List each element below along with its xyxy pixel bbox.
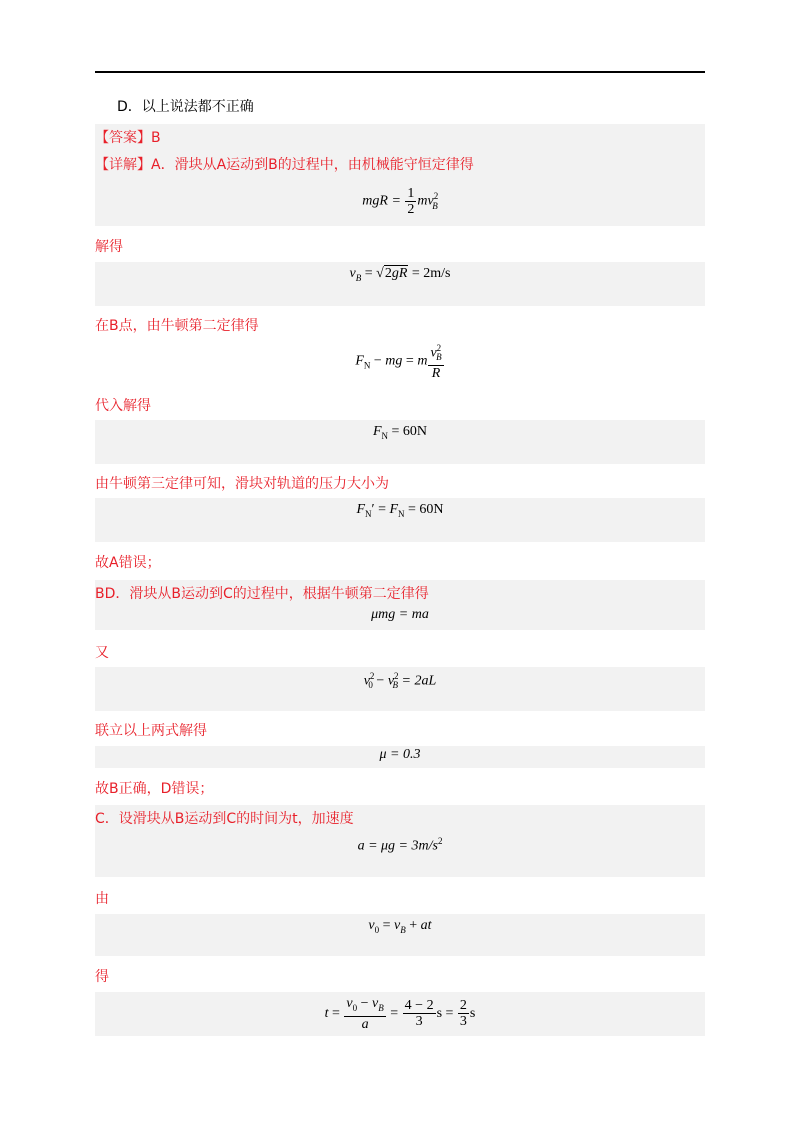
text-you2: 由: [95, 891, 109, 907]
equation-vb: $v_B = √2gR = 2m/s$: [349, 266, 451, 283]
text-you: 又: [95, 645, 109, 661]
equation-newton2: $F_N$ − mg = m $\frac{v^2_B}{R}$: [355, 343, 442, 382]
text-jiede: 解得: [95, 239, 123, 255]
text-de: 得: [95, 969, 109, 985]
text-dairu: 代入解得: [95, 398, 151, 414]
equation-mu: μ = 0.3: [379, 747, 421, 762]
equation-accel: $a = \mu g = 3m/s^2$: [357, 836, 443, 854]
equation-velocity: $v_0 = v_B$ + at: [368, 918, 432, 935]
equation-friction: μmg = ma: [371, 607, 429, 622]
answer-label: 【答案】B: [95, 130, 161, 146]
text-lianli: 联立以上两式解得: [95, 723, 207, 739]
equation-kinematics: $v^2_0 - v^2_B = 2aL$: [363, 671, 437, 691]
equation-fn-prime: $F_N' = F_N = 60N$: [356, 502, 444, 519]
text-at-b: 在B点，由牛顿第二定律得: [95, 318, 259, 334]
option-d: D．以上说法都不正确: [117, 99, 254, 115]
detail-intro: 【详解】A．滑块从A运动到B的过程中，由机械能守恒定律得: [95, 157, 474, 173]
text-third-law: 由牛顿第三定律可知，滑块对轨道的压力大小为: [95, 476, 389, 492]
text-c: C．设滑块从B运动到C的时间为t，加速度: [95, 811, 354, 827]
equation-energy: mgR = $\frac{1}{2}$ $mv^2_B$: [362, 186, 439, 217]
equation-fn: $F_N = 60N$: [372, 424, 428, 441]
text-bd: BD．滑块从B运动到C的过程中，根据牛顿第二定律得: [95, 586, 429, 602]
equation-time: t = $\frac{v_0 - v_B}{a}$ = $\frac{4 - 2}{3}$ s = $\frac{2}{3}$ s: [324, 996, 476, 1032]
header-rule: [95, 71, 705, 73]
text-a-wrong: 故A错误；: [95, 555, 161, 571]
text-b-right: 故B正确，D错误；: [95, 781, 214, 797]
